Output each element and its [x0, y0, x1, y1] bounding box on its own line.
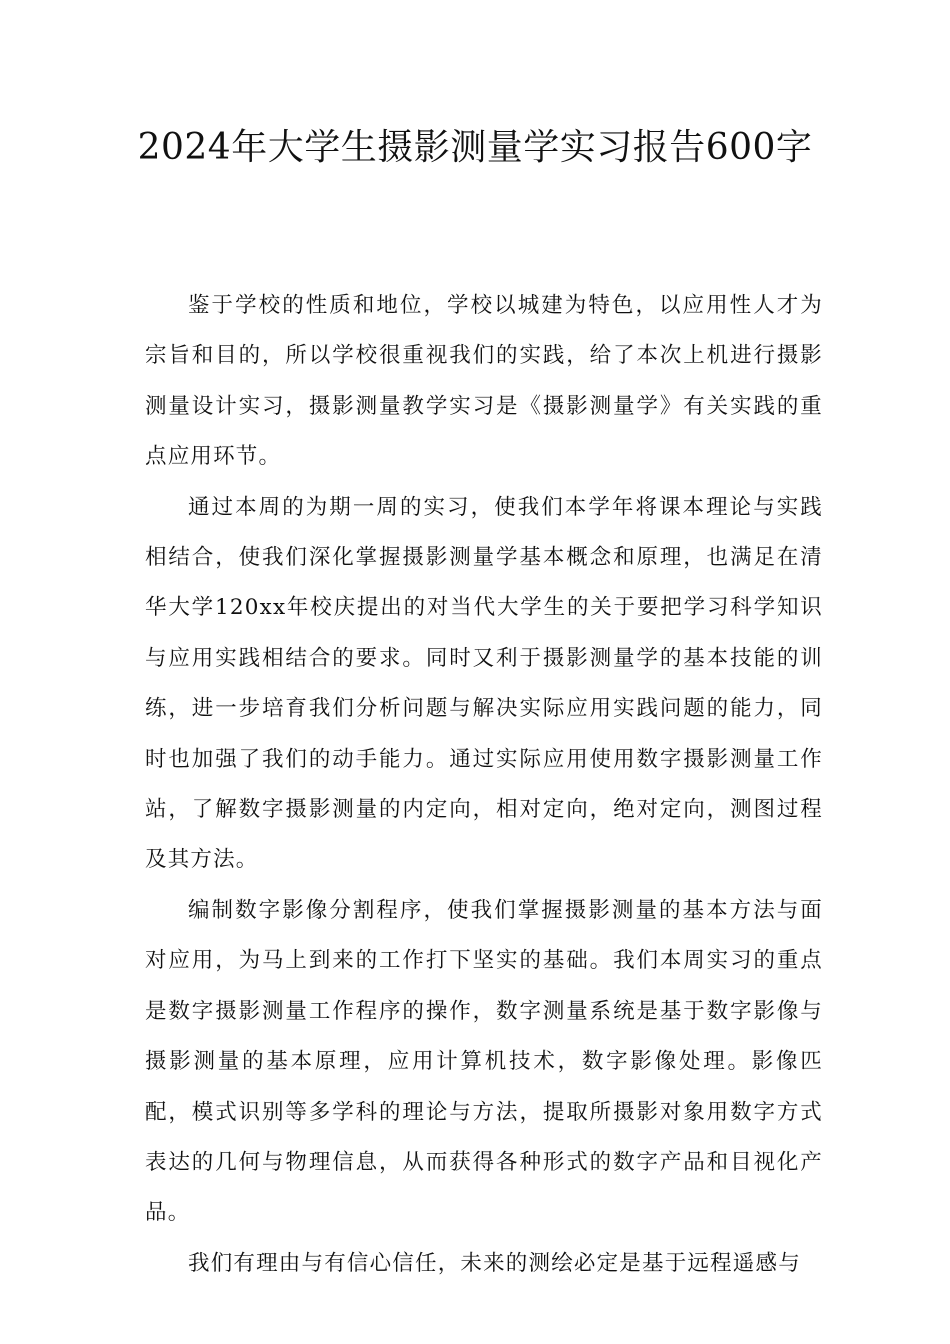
paragraph: 鉴于学校的性质和地位，学校以城建为特色，以应用性人才为宗旨和目的，所以学校很重视我们的实践，给了本次上机进行摄影测量设计实习，摄影测量教学实习是《摄影测量学》有关实践的重点应用环节。	[145, 293, 823, 470]
document-body	[145, 281, 823, 1289]
paragraph: 通过本周的为期一周的实习，使我们本学年将课本理论与实践相结合，使我们深化掌握摄影测量学基本概念和原理，也满足在清华大学120xx年校庆提出的对当代大学生的关于要把学习科学知识与应用实践相结合的要求。同时又利于摄影测量学的基本技能的训练，进一步培育我们分析问题与解决实际应用实践问题的能力，同时也加强了我们的动手能力。通过实际应用使用数字摄影测量工作站，了解数字摄影测量的内定向，相对定向，绝对定向，测图过程及其方法。	[145, 494, 823, 873]
paragraph: 我们有理由与有信心信任，未来的测绘必定是基于远程遥感与	[188, 1250, 801, 1276]
document-title: 2024年大学生摄影测量学实习报告600字	[137, 127, 813, 168]
paragraph: 编制数字影像分割程序，使我们掌握摄影测量的基本方法与面对应用，为马上到来的工作打下坚实的基础。我们本周实习的重点是数字摄影测量工作程序的操作，数字测量系统是基于数字影像与摄影测量的基本原理，应用计算机技术，数字影像处理。影像匹配，模式识别等多学科的理论与方法，提取所摄影对象用数字方式表达的几何与物理信息，从而获得各种形式的数字产品和目视化产品。	[145, 897, 823, 1226]
